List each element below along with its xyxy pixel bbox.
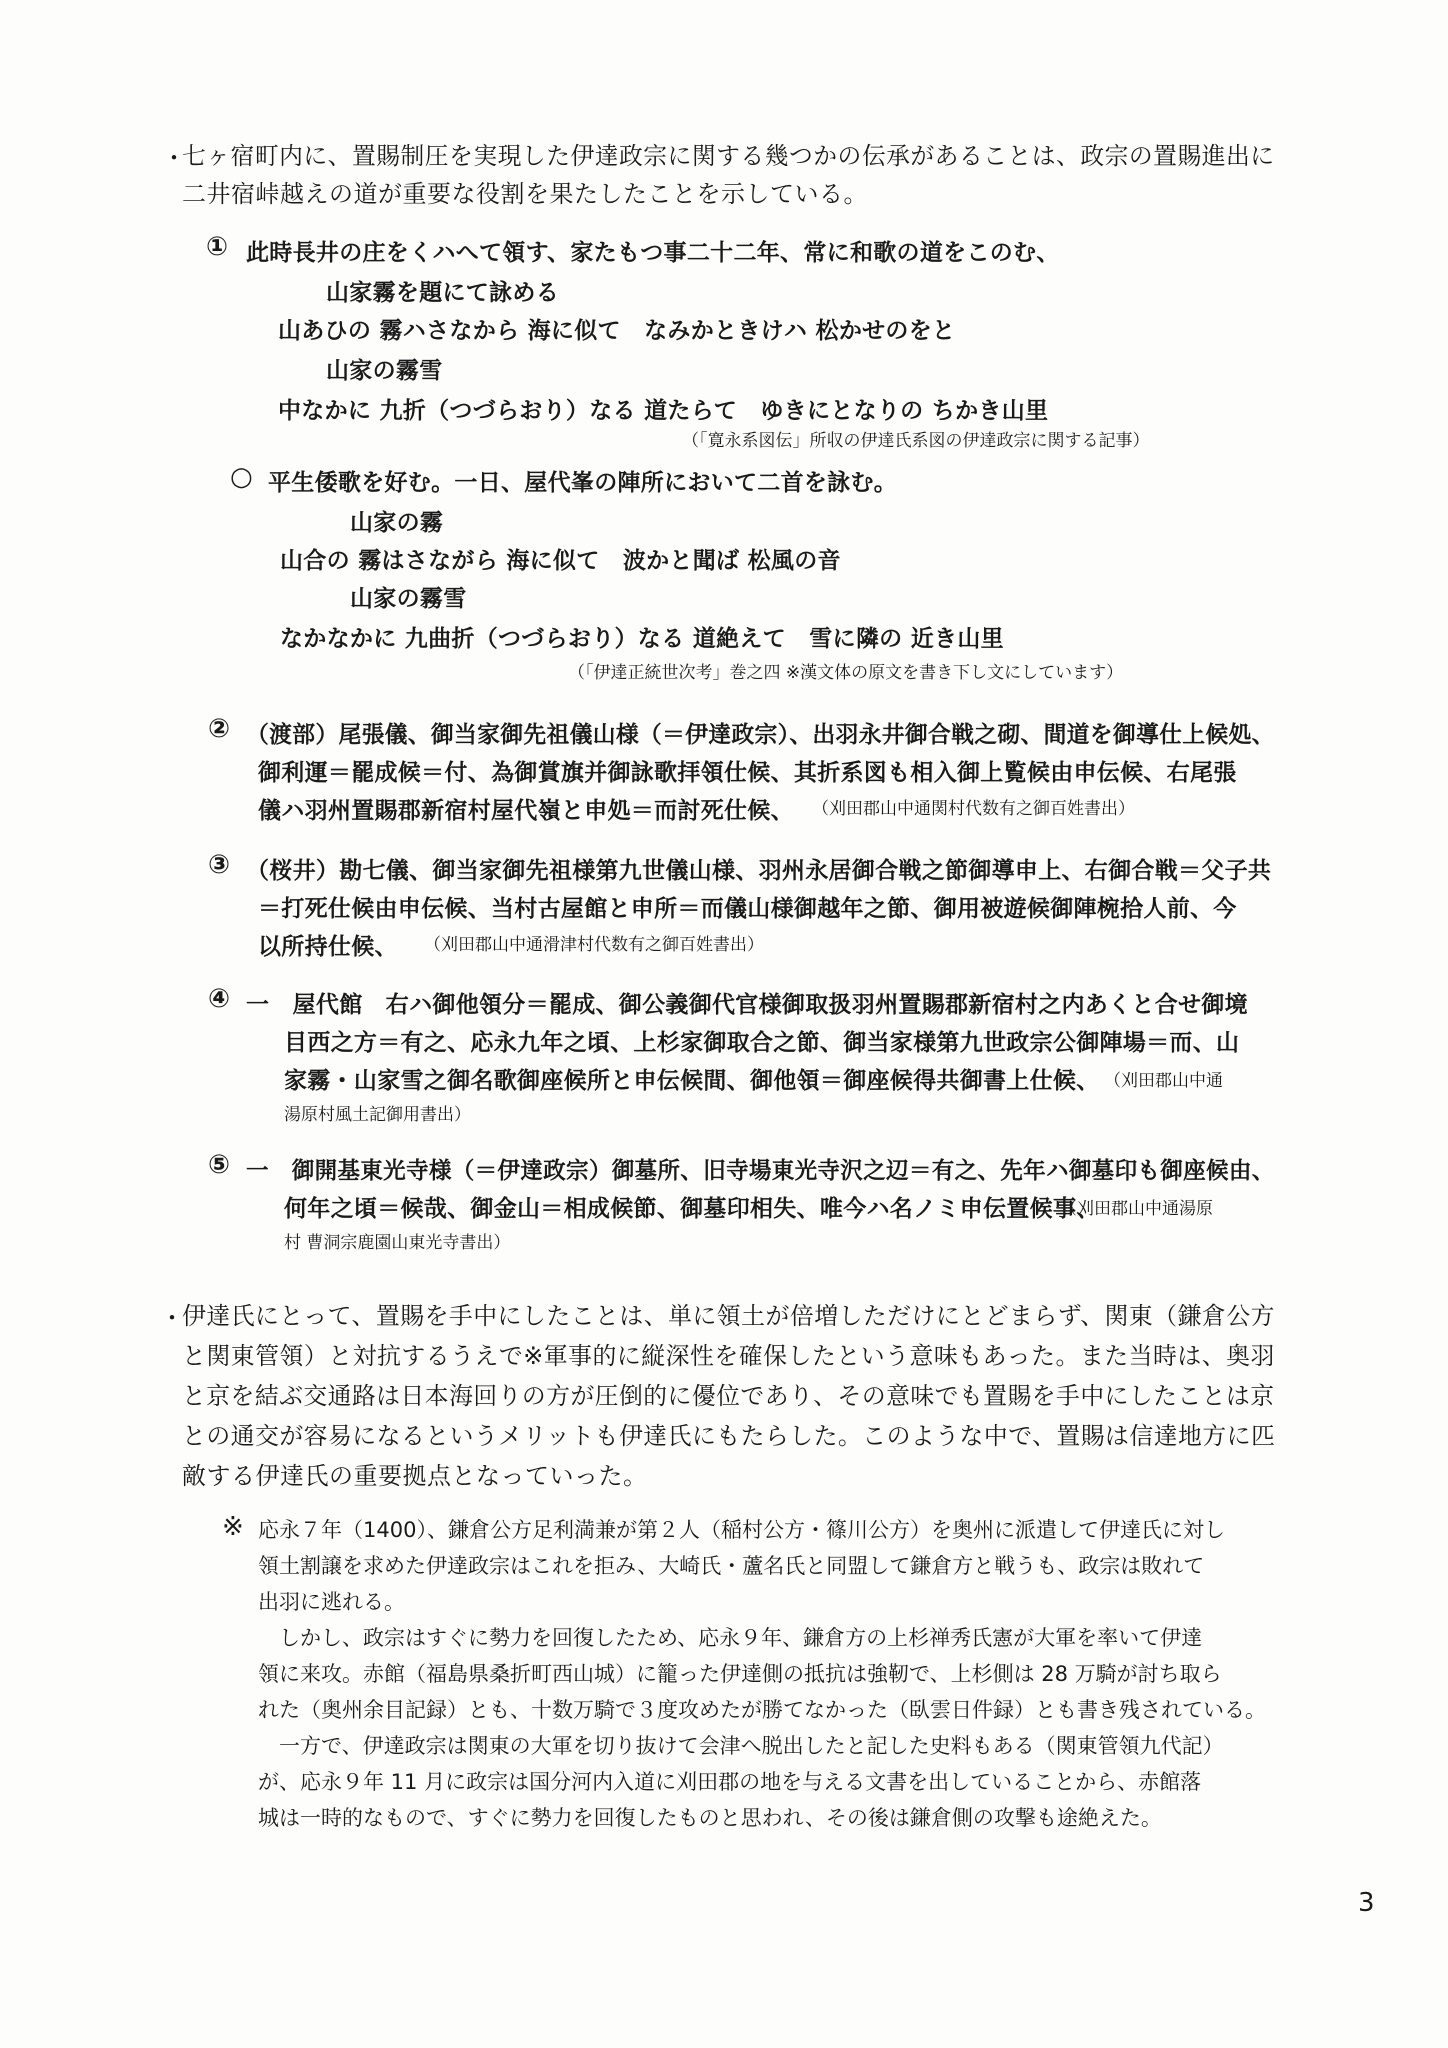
page-number: 3 [1358, 1888, 1375, 1918]
intro2-line: 敵する伊達氏の重要拠点となっていった。 [182, 1462, 648, 1490]
intro2-line: と京を結ぶ交通路は日本海回りの方が圧倒的に優位であり、その意味でも置賜を手中にしたことは京 [182, 1382, 1275, 1410]
item-1-line: 中なかに 九折（つづらおり）なる 道たらて ゆきにとなりの ちかき山里 [278, 398, 1049, 424]
item-1-source: （「寛永系図伝」所収の伊達氏系図の伊達政宗に関する記事） [682, 431, 1150, 451]
item-3-source: （刈田郡山中通滑津村代数有之御百姓書出） [424, 935, 764, 955]
item-1b-line: 山合の 霧はさながら 海に似て 波かと聞ば 松風の音 [280, 548, 841, 574]
item-2-line: 御利運＝罷成候＝付、為御賞旗并御詠歌拝領仕候、其折系図も相入御上覧候由申伝候、右尾張 [258, 760, 1237, 786]
item-4-line: 一 屋代館 右ハ御他領分＝罷成、御公義御代官様御取扱羽州置賜郡新宿村之内あくと合せ御境 [246, 992, 1248, 1018]
note-line: が、応永９年 11 月に政宗は国分河内入道に刈田郡の地を与える文書を出していることから、赤館落 [258, 1770, 1202, 1794]
intro-line-2: 二井宿峠越えの道が重要な役割を果たしたことを示している。 [182, 180, 868, 208]
item-1-number: ① [206, 232, 229, 262]
note-line: 一方で、伊達政宗は関東の大軍を切り抜けて会津へ脱出したと記した史料もある（関東管領九代記） [258, 1734, 1224, 1758]
item-5-line: 何年之頃＝候哉、御金山＝相成候節、御墓印相失、唯今ハ名ノミ申伝置候事、 [284, 1196, 1100, 1222]
note-line: しかし、政宗はすぐに勢力を回復したため、応永９年、鎌倉方の上杉禅秀氏憲が大軍を率いて伊達 [258, 1626, 1203, 1650]
item-4-source: （刈田郡山中通 [1104, 1071, 1223, 1091]
item-3-line: ＝打死仕候由申伝候、当村古屋館と申所＝而儀山様御越年之節、御用被遊候御陣椀拾人前、今 [258, 896, 1237, 922]
item-4-line: 家霧・山家雪之御名歌御座候所と申伝候間、御他領＝御座候得共御書上仕候、 [284, 1068, 1100, 1094]
bullet-dot: ・ [160, 1304, 184, 1332]
item-5-source: 村 曹洞宗鹿園山東光寺書出） [284, 1233, 511, 1253]
note-line: 出羽に逃れる。 [258, 1590, 405, 1614]
item-3-number: ③ [208, 850, 231, 880]
item-5-source: （刈田郡山中通湯原 [1060, 1199, 1213, 1219]
item-1b-source: （「伊達正統世次考」巻之四 ※漢文体の原文を書き下し文にしています） [568, 663, 1124, 683]
item-1b-line: 平生倭歌を好む。一日、屋代峯の陣所において二首を詠む。 [268, 470, 898, 496]
item-4-number: ④ [208, 984, 231, 1014]
item-3-line: 以所持仕候、 [258, 934, 398, 960]
intro2-line: 伊達氏にとって、置賜を手中にしたことは、単に領土が倍増しただけにとどまらず、関東（鎌倉公方 [182, 1302, 1276, 1330]
note-line: 領に来攻。赤館（福島県桑折町西山城）に籠った伊達側の抵抗は強靭で、上杉側は 28 万騎が討ち取ら [258, 1662, 1222, 1686]
note-line: 応永７年（1400）、鎌倉公方足利満兼が第２人（稲村公方・篠川公方）を奥州に派遣して伊達氏に対し [258, 1518, 1225, 1542]
intro-line-1: 七ヶ宿町内に、置賜制圧を実現した伊達政宗に関する幾つかの伝承があることは、政宗の置賜進出に [182, 142, 1275, 170]
item-1-line: 山家霧を題にて詠める [326, 280, 559, 306]
item-1b-line: 山家の霧 [350, 510, 444, 536]
note-line: 城は一時的なもので、すぐに勢力を回復したものと思われ、その後は鎌倉側の攻撃も途絶えた。 [258, 1806, 1162, 1830]
intro2-line: との通交が容易になるというメリットも伊達氏にもたらした。このような中で、置賜は信達地方に匹 [182, 1422, 1276, 1450]
bullet-dot: ・ [162, 144, 186, 172]
item-4-line: 目西之方＝有之、応永九年之頃、上杉家御取合之節、御当家様第九世政宗公御陣場＝而、山 [284, 1030, 1240, 1056]
item-1-line: 山家の霧雪 [326, 358, 443, 384]
item-2-line: 儀ハ羽州置賜郡新宿村屋代嶺と申処＝而討死仕候、 [258, 798, 794, 824]
item-1b-line: 山家の霧雪 [350, 586, 467, 612]
note-line: れた（奥州余目記録）とも、十数万騎で３度攻めたが勝てなかった（臥雲日件録）とも書き残されている。 [258, 1698, 1266, 1722]
note-line: 領土割譲を求めた伊達政宗はこれを拒み、大崎氏・蘆名氏と同盟して鎌倉方と戦うも、政宗は敗れて [258, 1554, 1205, 1578]
item-2-source: （刈田郡山中通関村代数有之御百姓書出） [812, 799, 1135, 819]
item-1-line: 此時長井の庄をくハへて領す、家たもつ事二十二年、常に和歌の道をこのむ、 [246, 240, 1060, 266]
item-2-line: （渡部）尾張儀、御当家御先祖儀山様（＝伊達政宗）、出羽永井御合戦之砌、間道を御導仕上候処、 [246, 722, 1275, 748]
intro2-line: と関東管領）と対抗するうえで※軍事的に縦深性を確保したという意味もあった。また当時は、奥羽 [182, 1342, 1275, 1370]
note-mark: ※ [222, 1512, 244, 1542]
item-5-number: ⑤ [208, 1150, 231, 1180]
item-2-number: ② [208, 714, 231, 744]
item-1b-mark: ○ [230, 462, 253, 492]
item-3-line: （桜井）勘七儀、御当家御先祖様第九世儀山様、羽州永居御合戦之節御導申上、右御合戦＝父子共 [246, 858, 1272, 884]
item-5-line: 一 御開基東光寺様（＝伊達政宗）御墓所、旧寺場東光寺沢之辺＝有之、先年ハ御墓印も御座候由、 [246, 1158, 1275, 1184]
item-1-line: 山あひの 霧ハさなから 海に似て なみかときけハ 松かせのをと [278, 318, 956, 344]
item-4-source: 湯原村風土記御用書出） [284, 1105, 471, 1125]
item-1b-line: なかなかに 九曲折（つづらおり）なる 道絶えて 雪に隣の 近き山里 [280, 626, 1004, 652]
